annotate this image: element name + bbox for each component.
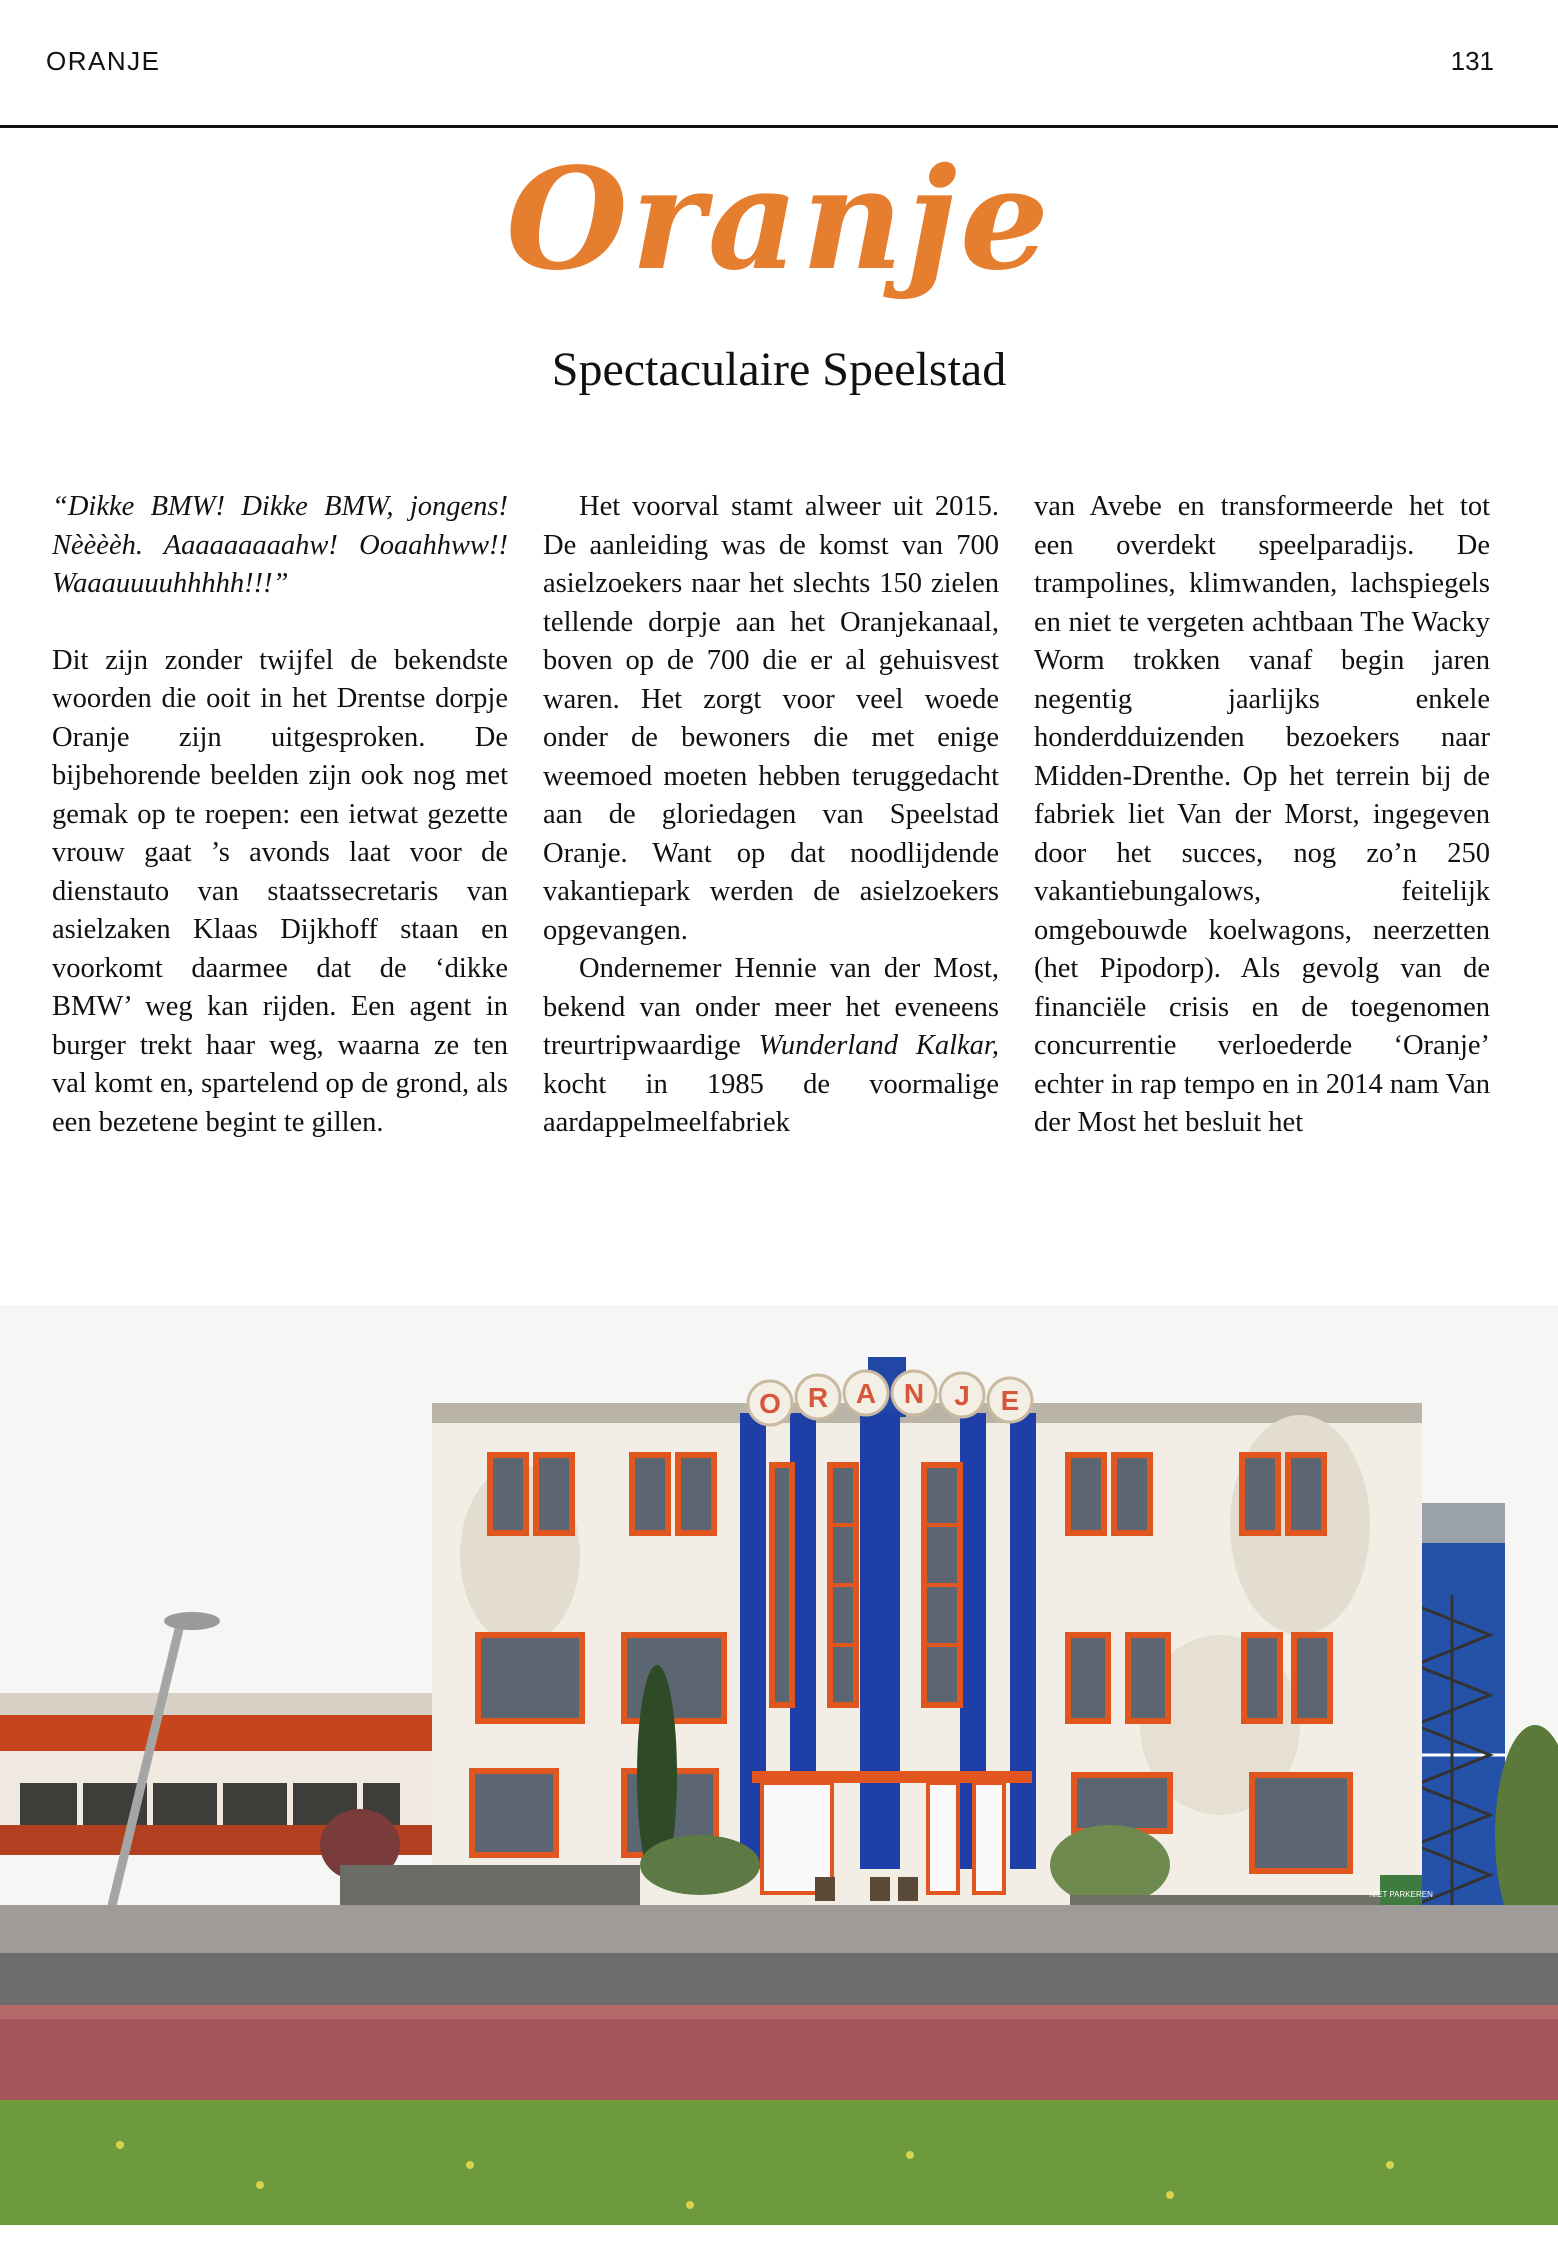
building-photo <box>0 1305 1558 2225</box>
running-header <box>0 0 1558 128</box>
facade-letter: O <box>759 1388 781 1419</box>
main-building <box>432 1357 1422 1935</box>
paragraph-text: Ondernemer Hennie van der Most, bekend van onder meer het eveneens treurtripwaardige <box>543 953 999 1061</box>
paragraph: Het voorval stamt alweer uit 2015. De aanleiding was de komst van 700 asielzoekers naar het slechts 150 zielen tellende dorpje aan het Oranjekanaal, boven op de 700 die er al gehuisvest waren. Het zorgt voor veel woede onder de bewoners die met enige weemoed moeten hebben teruggedacht aan de gloriedagen van Speelstad Oranje. Want op dat noodlijdende vakantiepark werden de asielzoekers opgevangen. <box>543 491 999 946</box>
paragraph <box>543 950 999 1143</box>
text-column-1 <box>52 488 508 1142</box>
facade-letter: E <box>1000 1385 1020 1416</box>
facade-letter: N <box>903 1378 925 1409</box>
article-subtitle: Spectaculaire Speelstad <box>551 343 1007 396</box>
text-column-3 <box>1034 488 1490 1143</box>
page-number: 131 <box>1450 46 1494 76</box>
facade-letter: J <box>954 1380 970 1411</box>
text-column-2 <box>543 488 999 1143</box>
section-name: ORANJE <box>46 46 161 76</box>
facade-letter: R <box>807 1382 829 1413</box>
paragraph: van Avebe en transformeerde het tot een overdekt speelparadijs. De trampolines, klimwanden, lachspiegels en niet te vergeten achtbaan The Wacky Worm trokken vanaf begin jaren negentig jaarlijks enkele honderdduizenden bezoekers naar Midden-Drenthe. Op het terrein bij de fabriek liet Van der Morst, ingegeven door het succes, nog zo’n 250 vakantiebungalows, feitelijk omgebouwde koelwagons, neerzetten (het Pipodorp). Als gevolg van de financiële crisis en de toegenomen concurrentie verloederde ‘Oranje’ echter in rap tempo en in 2014 nam Van der Most het besluit het <box>1034 491 1490 1138</box>
facade-letter: A <box>855 1378 877 1409</box>
opening-quote: “Dikke BMW! Dikke BMW, jongens! Nèèèèh. Aaaaaaaaahw! Ooaahhww!! Waaauuuuhhhhh!!!” <box>52 491 508 599</box>
emphasis-text: Wunderland Kalkar, <box>758 1030 999 1061</box>
paragraph-text: kocht in 1985 de voormalige aardappelmeelfabriek <box>543 1068 999 1138</box>
brick-road <box>0 2005 1558 2105</box>
parking-sign-text: NIET PARKEREN <box>1369 1890 1433 1899</box>
article-title: Oranje <box>506 138 1052 302</box>
paragraph: Dit zijn zonder twijfel de bekendste woorden die ooit in het Drentse dorpje Oranje zijn uitgesproken. De bijbehorende beelden zijn ook nog met gemak op te roepen: een ietwat gezette vrouw gaat ’s avonds laat voor de dienstauto van staatssecretaris van asielzaken Klaas Dijkhoff staan en voorkomt daarmee dat de ‘dikke BMW’ weg kan rijden. Een agent in burger trekt haar weg, waarna ze ten val komt en, spartelend op de grond, als een bezetene begint te gillen. <box>52 644 508 1138</box>
grass <box>0 2100 1558 2225</box>
